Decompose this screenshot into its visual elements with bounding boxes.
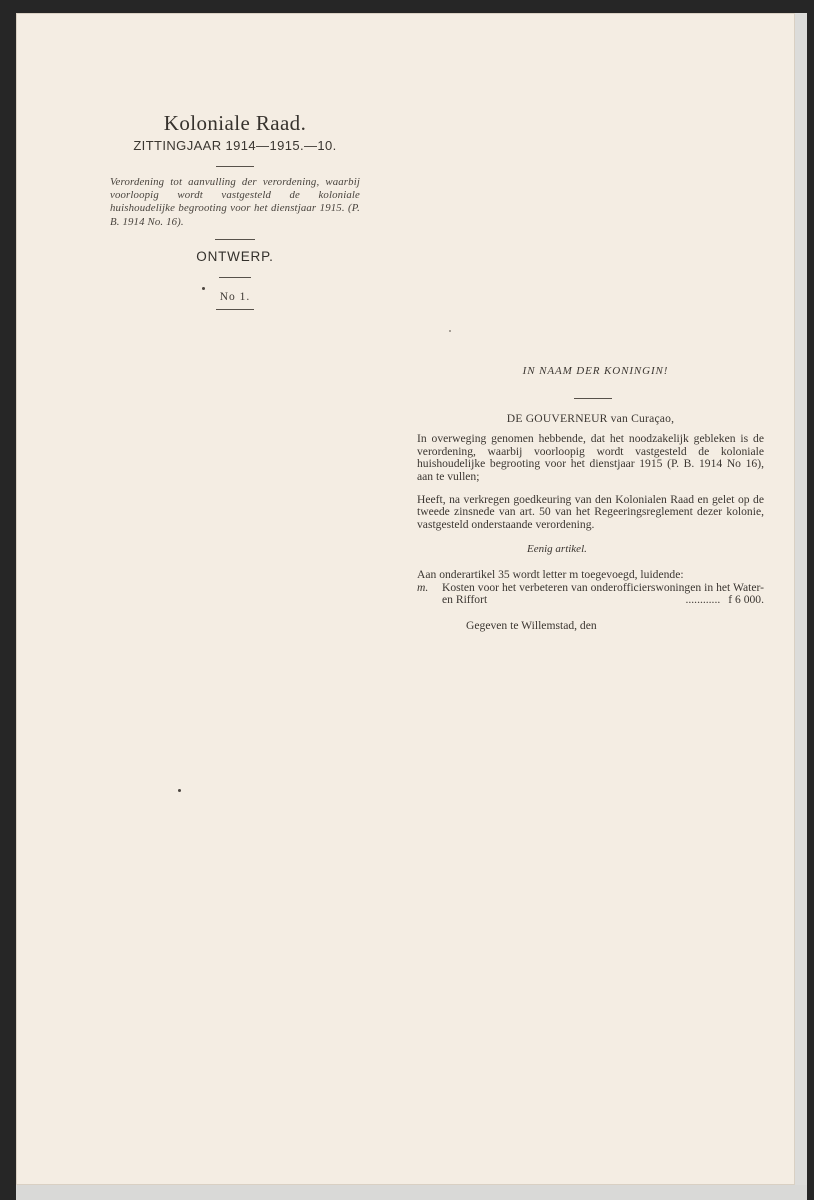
article-heading: Eenig artikel. <box>527 543 587 556</box>
draft-label: ONTWERP. <box>196 248 274 264</box>
divider <box>574 398 612 399</box>
document-header <box>110 112 360 310</box>
dot-leader: ............ <box>685 593 721 607</box>
amendment-text: Kosten voor het verbeteren van onderofficierswoningen in het Water- en Riffort <box>442 580 764 607</box>
document-number: No 1. <box>219 290 251 303</box>
given-at-line: Gegeven te Willemstad, den <box>466 618 597 632</box>
paper-edge-right <box>795 13 807 1185</box>
amendment-letter: m. <box>417 580 429 594</box>
paper-edge-bottom <box>16 1185 807 1200</box>
council-title: Koloniale Raad. <box>163 111 307 135</box>
invocation: IN NAAM DER KONINGIN! <box>522 365 669 377</box>
divider <box>215 239 255 240</box>
approval-paragraph: Heeft, na verkregen goedkeuring van den Kolonialen Raad en gelet op de tweede zinsnede van art. 50 van het Regeeringsreglement dezer kolonie, vastgesteld onderstaande verordening. <box>417 492 764 531</box>
divider <box>216 166 254 167</box>
session-year: ZITTINGJAAR 1914—1915.—10. <box>133 138 337 153</box>
amendment-amount: f 6 000. <box>728 593 764 607</box>
paper-speck <box>178 789 181 792</box>
divider <box>219 277 251 278</box>
governor-line: DE GOUVERNEUR van Curaçao, <box>506 411 675 425</box>
ordinance-summary: Verordening tot aanvulling der verordening, waarbij voorloopig wordt vastgesteld de koloniale huishoudelijke begrooting voor het dienstjaar 1915. (P. B. 1914 No. 16). <box>110 176 360 228</box>
paper-speck <box>449 330 451 332</box>
amendment-intro: Aan onderartikel 35 wordt letter m toegevoegd, luidende: <box>417 567 684 581</box>
ordinance-body <box>417 365 764 632</box>
divider <box>216 309 254 310</box>
considering-paragraph: In overweging genomen hebbende, dat het noodzakelijk gebleken is de verordening, waarbij voorloopig wordt vastgesteld de koloniale huishoudelijke begrooting voor het dienstjaar 1915 (P. B. 1914 No 16), aan te vullen; <box>417 432 764 483</box>
